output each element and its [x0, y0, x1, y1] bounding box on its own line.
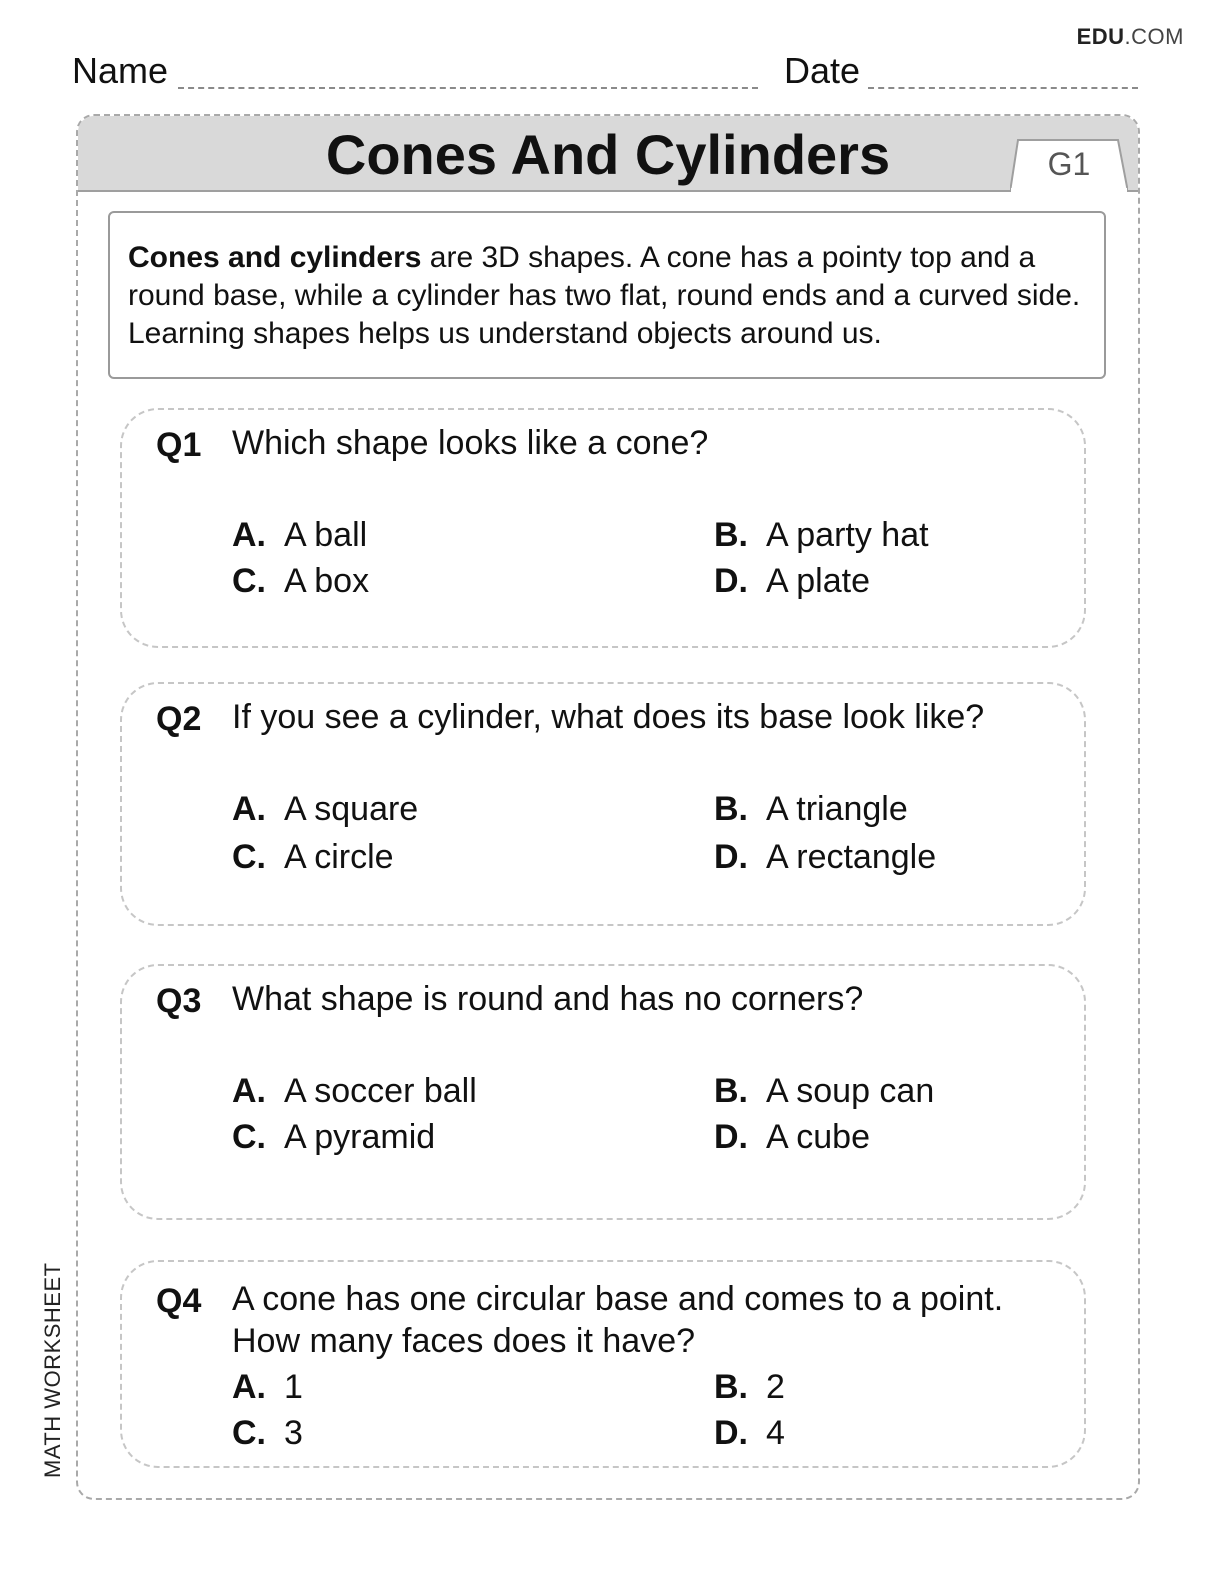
option-b[interactable]: [714, 1368, 785, 1407]
grade-label: G1: [1047, 146, 1091, 182]
question-text: What shape is round and has no corners?: [232, 980, 864, 1018]
option-b[interactable]: [714, 1072, 934, 1111]
option-letter: C.: [232, 562, 266, 600]
option-b[interactable]: [714, 790, 908, 829]
question-text: Which shape looks like a cone?: [232, 424, 709, 462]
option-text: A pyramid: [284, 1118, 436, 1156]
option-a[interactable]: [232, 1368, 303, 1407]
question-card-q3: [120, 964, 1086, 1220]
option-text: A soup can: [766, 1072, 935, 1110]
option-text: A plate: [766, 562, 870, 600]
question-card-q1: [120, 408, 1086, 648]
option-letter: A.: [232, 790, 266, 828]
intro-text: are 3D shapes. A cone has a pointy top and a round base, while a cylinder has two flat, round ends and a curved side. Learning shapes helps us understand objects around us.: [128, 241, 1081, 350]
question-number: Q1: [156, 426, 202, 464]
option-text: A circle: [284, 838, 394, 876]
option-text: A triangle: [766, 790, 908, 828]
option-text: A party hat: [766, 516, 929, 554]
option-letter: C.: [232, 838, 266, 876]
option-c[interactable]: [232, 562, 369, 601]
question-number: Q3: [156, 982, 202, 1020]
option-a[interactable]: [232, 790, 418, 829]
side-label: MATH WORKSHEET: [40, 1262, 65, 1478]
question-text: A cone has one circular base and comes to a point. How many faces does it have?: [232, 1280, 1004, 1360]
brand-logo-light: .COM: [1124, 24, 1184, 49]
option-d[interactable]: [714, 562, 870, 601]
date-line[interactable]: [868, 87, 1138, 89]
option-text: 3: [284, 1414, 303, 1452]
worksheet-title: Cones And Cylinders: [325, 123, 891, 186]
option-text: 2: [766, 1368, 785, 1406]
grade-tab: [1010, 138, 1128, 192]
option-text: A ball: [284, 516, 368, 554]
option-letter: C.: [232, 1414, 266, 1452]
date-label: Date: [784, 50, 861, 91]
option-a[interactable]: [232, 1072, 477, 1111]
option-letter: D.: [714, 562, 748, 600]
option-text: A box: [284, 562, 370, 600]
option-c[interactable]: [232, 1414, 303, 1453]
option-text: A soccer ball: [284, 1072, 477, 1110]
option-c[interactable]: [232, 838, 394, 877]
option-letter: B.: [714, 1368, 748, 1406]
option-b[interactable]: [714, 516, 929, 555]
option-letter: C.: [232, 1118, 266, 1156]
question-card-q4: [120, 1260, 1086, 1468]
option-letter: B.: [714, 790, 748, 828]
intro-bold: Cones and cylinders: [128, 241, 422, 274]
option-letter: D.: [714, 838, 748, 876]
name-label: Name: [72, 50, 169, 91]
brand-logo: [1077, 24, 1184, 50]
option-d[interactable]: [714, 1414, 785, 1453]
option-letter: D.: [714, 1414, 748, 1452]
option-letter: A.: [232, 1072, 266, 1110]
option-text: A square: [284, 790, 419, 828]
intro-box: [108, 211, 1106, 379]
worksheet-panel: [76, 114, 1140, 1500]
option-text: A cube: [766, 1118, 870, 1156]
option-letter: A.: [232, 516, 266, 554]
question-text: If you see a cylinder, what does its base look like?: [232, 698, 985, 736]
option-d[interactable]: [714, 1118, 870, 1157]
option-d[interactable]: [714, 838, 936, 877]
option-letter: B.: [714, 1072, 748, 1110]
option-text: 1: [284, 1368, 303, 1406]
option-c[interactable]: [232, 1118, 435, 1157]
option-letter: A.: [232, 1368, 266, 1406]
option-letter: D.: [714, 1118, 748, 1156]
option-text: A rectangle: [766, 838, 937, 876]
question-card-q2: [120, 682, 1086, 926]
title-bar: [78, 116, 1138, 192]
question-number: Q2: [156, 700, 202, 738]
option-a[interactable]: [232, 516, 367, 555]
name-line[interactable]: [178, 87, 758, 89]
brand-logo-bold: EDU: [1076, 24, 1125, 49]
option-text: 4: [766, 1414, 785, 1452]
question-number: Q4: [156, 1282, 202, 1320]
option-letter: B.: [714, 516, 748, 554]
